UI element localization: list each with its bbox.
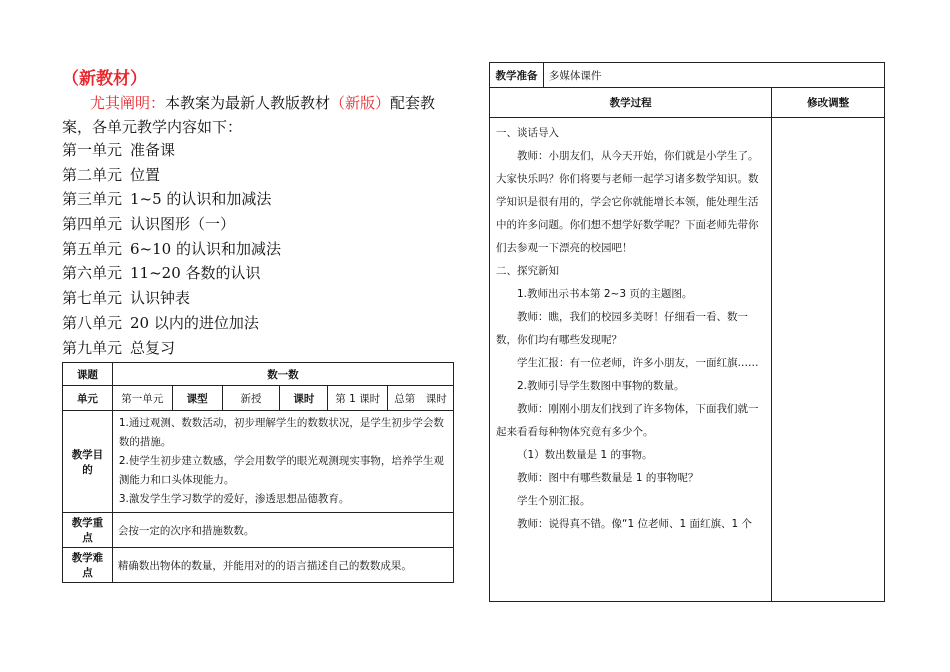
unit-value: 第一单元	[112, 386, 172, 411]
process-paragraph: 学生汇报：有一位老师，许多小朋友，一面红旗……	[517, 357, 759, 369]
unit-name: 准备课	[130, 141, 176, 159]
goal-list	[112, 411, 453, 513]
type-value: 新授	[222, 386, 280, 411]
intro-edition: （新版）	[330, 94, 391, 112]
process-paragraph: 教师：图中有哪些数量是 1 的事物呢？	[517, 472, 699, 484]
unit-number: 第二单元	[62, 165, 123, 184]
unit-number: 第三单元	[62, 190, 123, 209]
key-point-label: 教学重点	[63, 513, 113, 548]
unit-number: 第五单元	[62, 239, 123, 258]
goal-item: 3.激发学生学习数学的爱好，渗透思想品德教育。	[118, 493, 350, 505]
unit-name: 总复习	[130, 338, 176, 357]
process-paragraph: （1）数出数量是 1 的事物。	[517, 449, 653, 461]
process-paragraph: 1.教师出示书本第 2~3 页的主题图。	[517, 288, 693, 300]
key-point-value: 会按一定的次序和措施数数。	[112, 513, 453, 548]
intro-paragraph	[62, 91, 460, 139]
unit-number: 第六单元	[62, 264, 123, 283]
unit-item	[62, 261, 281, 286]
topic-label: 课题	[63, 363, 113, 386]
prep-value: 多媒体课件	[543, 63, 884, 88]
total-period-value: 总第 课时	[388, 386, 454, 411]
unit-name: 11~20 各数的认识	[130, 264, 261, 283]
unit-label: 单元	[63, 386, 113, 411]
type-label: 课型	[172, 386, 222, 411]
revise-content	[772, 118, 885, 602]
unit-number: 第四单元	[62, 215, 123, 234]
unit-item	[62, 138, 281, 163]
unit-name: 1~5 的认识和加减法	[130, 190, 272, 209]
unit-number: 第九单元	[62, 338, 123, 357]
revise-header: 修改调整	[772, 88, 885, 118]
unit-item	[62, 212, 281, 237]
unit-item	[62, 163, 281, 188]
unit-name: 认识图形（一）	[130, 215, 236, 234]
goal-label: 教学目的	[63, 411, 113, 513]
document-title: （新教材）	[62, 69, 147, 89]
unit-item	[62, 336, 281, 361]
unit-number: 第八单元	[62, 313, 123, 332]
unit-number: 第一单元	[62, 141, 123, 159]
period-label: 课时	[280, 386, 328, 411]
period-value: 第 1 课时	[328, 386, 388, 411]
teaching-process-table	[489, 62, 885, 602]
process-paragraph: 教师：说得真不错。像“1 位老师、1 面红旗、1 个	[517, 518, 752, 530]
difficulty-label: 教学难点	[63, 548, 113, 583]
unit-item	[62, 187, 281, 212]
unit-number: 第七单元	[62, 289, 123, 308]
unit-item	[62, 237, 281, 262]
difficulty-value: 精确数出物体的数量，并能用对的的语言描述自己的数数成果。	[112, 548, 453, 583]
process-paragraph: 2.教师引导学生数图中事物的数量。	[517, 380, 685, 392]
process-paragraph: 教师：刚刚小朋友们找到了许多物体，下面我们就一起来看看每种物体究竟有多少个。	[496, 403, 759, 438]
unit-name: 20 以内的进位加法	[130, 313, 259, 332]
unit-name: 位置	[130, 165, 161, 184]
process-paragraph: 教师：瞧，我们的校园多美呀！仔细看一看、数一数，你们均有哪些发现呢？	[496, 311, 748, 346]
process-paragraph: 学生个别汇报。	[517, 495, 591, 507]
goal-item: 2.使学生初步建立数感，学会用数学的眼光观测现实事物，培养学生观测能力和口头体现能力。	[118, 455, 444, 486]
prep-label: 教学准备	[490, 63, 544, 88]
topic-value: 数一数	[112, 363, 453, 386]
unit-name: 6~10 的认识和加减法	[130, 239, 281, 258]
unit-item	[62, 311, 281, 336]
goal-item: 1.通过观测、数数活动，初步理解学生的数数状况，是学生初步学会数数的措施。	[118, 417, 444, 448]
process-content	[490, 118, 772, 602]
intro-text-2: 配套教案，各单元教学内容如下：	[62, 94, 436, 136]
process-paragraph: 一、谈话导入	[496, 127, 559, 139]
process-header: 教学过程	[490, 88, 772, 118]
lesson-info-table	[62, 362, 454, 583]
intro-text-1: 本教案为最新人教版教材	[165, 94, 331, 112]
process-paragraph: 二、探究新知	[496, 265, 559, 277]
unit-item	[62, 286, 281, 311]
unit-name: 认识钟表	[130, 289, 191, 308]
intro-author: 尤其阐明：	[90, 94, 166, 112]
unit-list	[62, 138, 281, 360]
process-paragraph: 教师：小朋友们，从今天开始，你们就是小学生了。大家快乐吗？你们将要与老师一起学习诸多数学知识。数学知识是很有用的，学会它你就能增长本领，能处理生活中的许多问题。你们想不想学好数学呢？下面老师先带你们去参观一下漂亮的校园吧！	[496, 150, 759, 254]
